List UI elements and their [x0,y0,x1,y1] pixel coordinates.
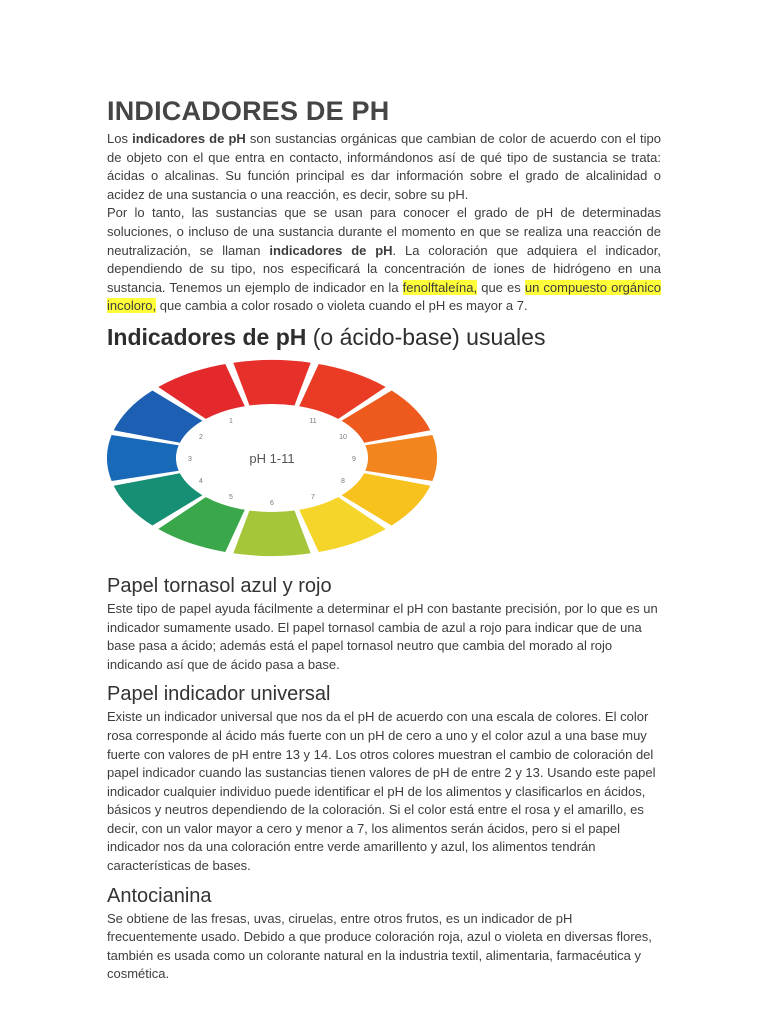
intro-bold-term: indicadores de pH [132,131,246,146]
section-heading: Antocianina [107,884,212,907]
usuales-heading-bold: Indicadores de pH [107,323,307,350]
ph-color-wheel-image [107,358,442,558]
intro-text: Los [107,131,133,146]
section-heading: Papel indicador universal [107,683,331,706]
wheel-number: 2 [199,433,203,441]
intro-text: que cambia a color rosado o violeta cuando el pH es mayor a 7. [156,298,528,314]
wheel-segment [233,510,310,556]
wheel-center-label: pH 1-11 [249,450,295,466]
wheel-number: 7 [311,494,315,502]
section-body: Este tipo de papel ayuda fácilmente a determinar el pH con bastante precisión, por lo que es un indicador sumamente usado. El papel tornasol cambia de azul a rojo para indicar que de una base pasa a ácido; además está el papel tornasol neutro que cambia del morado al rojo indicando así que de ácido pasa a base. [107,600,658,672]
wheel-number: 11 [309,417,317,425]
wheel-number: 5 [229,494,233,502]
usuales-heading-rest: (o ácido-base) usuales [306,323,546,350]
highlight-compuesto: un compuesto orgánico incoloro, [107,279,661,314]
wheel-number: 10 [339,433,347,441]
intro-paragraph-2 [107,204,661,316]
document-page [107,92,661,984]
intro-text: que es [477,279,525,295]
section-body: Existe un indicador universal que nos da el pH de acuerdo con una escala de colores. El color rosa corresponde al ácido más fuerte con un pH de cero a uno y el color azul a una base muy fuerte con valores de pH entre 13 y 14. Los otros colores muestran el cambio de coloración del papel indicador cuando las sustancias tienen valores de pH de entre 2 y 13. Usando este papel indicador cualquier individuo puede identificar el pH de los alimentos y clasificarlos en ácidos, básicos y neutros dependiendo de la coloración. Si el color está entre el rosa y el amarillo, es decir, con un valor mayor a cero y menor a 7, los alimentos serán ácidos, pero si el papel indicador nos da una coloración entre verde amarillento y azul, los alimentos tendrán características de bases. [107,709,656,874]
intro-text: Por lo tanto, las sustancias que se usan para conocer el grado de pH de determinadas soluciones, o incluso de una sustancia durante el momento en que se realiza una reacción de neutralización, se llaman [107,205,661,258]
ph-color-wheel [107,358,442,558]
wheel-number: 3 [188,455,192,463]
intro-paragraph-1 [107,130,661,204]
intro-text: son sustancias orgánicas que cambian de color de acuerdo con el tipo de objeto con el que entra en contacto, informándonos así de qué tipo de sustancia se trata: ácidas o alcalinas. Su función principal es dar información sobre el grado de alcalinidad o acidez de una sustancia o una reacción, es decir, sobre su pH. [107,131,661,202]
wheel-number: 9 [352,455,356,463]
wheel-segment [107,435,179,481]
intro-text: . La coloración que adquiera el indicador, dependiendo de su tipo, nos especificará la concentración de iones de hidrógeno en una sustancia. Tenemos un ejemplo de indicador en la [107,242,661,295]
section-heading: Papel tornasol azul y rojo [107,574,332,597]
section-body: Se obtiene de las fresas, uvas, ciruelas, entre otros frutos, es un indicador de pH frecuentemente usado. Debido a que produce coloración roja, azul o violeta en diversas flores, también es usada como un colorante natural en la industria textil, alimentaria, farmacéutica y cosmética. [107,910,652,982]
wheel-number: 4 [199,477,203,485]
wheel-number: 1 [229,417,233,425]
page-title: INDICADORES DE PH [107,96,390,126]
wheel-number: 8 [341,477,345,485]
highlight-fenolftaleina: fenolftaleína, [402,279,478,295]
wheel-segment [365,435,437,481]
intro-bold-term: indicadores de pH [269,242,393,258]
wheel-segment [233,360,310,406]
sections [107,574,661,984]
wheel-number: 6 [270,499,274,507]
usuales-heading [107,322,661,352]
